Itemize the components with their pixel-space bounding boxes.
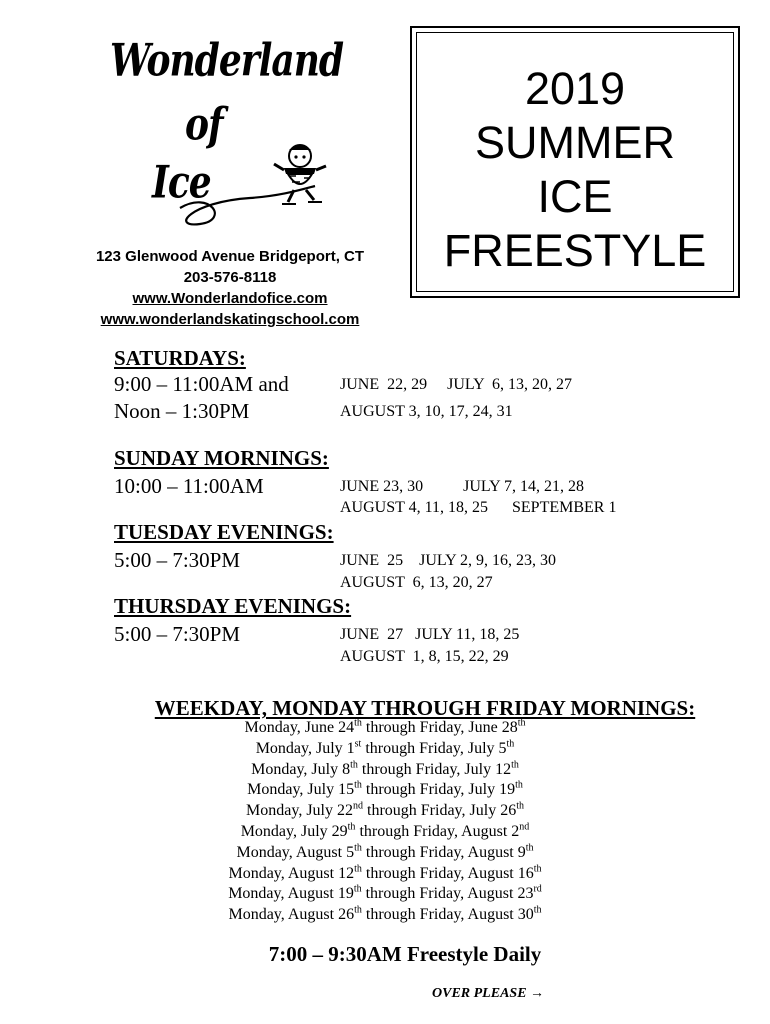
- daily-freestyle-time: 7:00 – 9:30AM Freestyle Daily: [268, 942, 542, 966]
- week-text: through Friday,: [361, 885, 468, 903]
- title-freestyle: FREESTYLE: [443, 225, 707, 276]
- saturdays-time-1: 9:00 – 11:00AM and: [114, 372, 289, 396]
- weekday-week-row: [150, 801, 620, 822]
- logo-line-ice: Ice: [152, 156, 211, 209]
- tuesdays-dates-2: AUGUST 6, 13, 20, 27: [340, 574, 493, 591]
- week-text: through Friday,: [357, 760, 465, 778]
- weekday-week-row: [150, 780, 620, 801]
- ordinal-suffix: th: [517, 717, 526, 729]
- logo-line-wonderland: Wonderland: [110, 34, 344, 87]
- week-text: Monday, June 24: [244, 719, 355, 736]
- weekday-week-row: [150, 843, 620, 864]
- tuesdays-time-1: 5:00 – 7:30PM: [114, 548, 241, 572]
- week-text: August 2: [461, 822, 520, 840]
- ordinal-suffix: th: [515, 780, 523, 792]
- weekday-list: [150, 718, 620, 926]
- over-please-note: OVER PLEASE →: [432, 986, 545, 1001]
- weekday-week-row: [150, 905, 620, 926]
- weekday-week-row: [150, 884, 620, 905]
- title: [412, 62, 738, 278]
- sundays-time-1: 10:00 – 11:00AM: [114, 474, 264, 498]
- week-text: through Friday,: [363, 802, 470, 820]
- ordinal-suffix: rd: [533, 884, 542, 896]
- ordinal-suffix: th: [350, 759, 358, 771]
- saturdays-heading: SATURDAYS:: [114, 346, 246, 370]
- week-text: through Friday,: [361, 739, 468, 757]
- title-year: 2019: [524, 63, 626, 114]
- saturdays-time-2: Noon – 1:30PM: [114, 399, 250, 423]
- website-link-wonderlandofice[interactable]: www.Wonderlandofice.com: [132, 290, 328, 307]
- week-text: Monday, August 26: [228, 906, 355, 924]
- week-text: Monday, July 22: [246, 802, 353, 820]
- saturdays-dates-2: AUGUST 3, 10, 17, 24, 31: [340, 403, 513, 420]
- thursdays-dates-1: JUNE 27 JULY 11, 18, 25: [340, 626, 520, 643]
- thursdays-heading: THURSDAY EVENINGS:: [114, 594, 352, 618]
- week-text: Monday, August 12: [228, 864, 355, 882]
- week-text: Monday, July 1: [255, 739, 355, 757]
- week-text: through Friday,: [361, 906, 468, 924]
- website-link-skatingschool[interactable]: www.wonderlandskatingschool.com: [100, 311, 360, 328]
- ordinal-suffix: th: [354, 863, 362, 875]
- title-box: [410, 26, 740, 298]
- ordinal-suffix: th: [533, 863, 542, 875]
- week-text: Monday, July 8: [251, 760, 351, 778]
- week-text: Monday, August 19: [228, 885, 354, 903]
- weekday-week-row: [150, 822, 620, 843]
- week-text: July 19: [468, 781, 516, 799]
- ordinal-suffix: th: [354, 717, 362, 729]
- week-text: August 23: [467, 885, 534, 903]
- phone: 203-576-8118: [183, 269, 277, 286]
- week-text: August 30: [467, 906, 534, 924]
- week-text: through Friday,: [361, 781, 469, 799]
- weekday-week-row: [150, 864, 620, 885]
- tuesdays-heading: TUESDAY EVENINGS:: [114, 520, 334, 544]
- week-text: through Friday,: [361, 843, 468, 861]
- week-text: Monday, July 15: [247, 781, 355, 799]
- ordinal-suffix: th: [533, 904, 542, 916]
- logo-line-of: of: [185, 98, 223, 151]
- week-text: July 26: [469, 802, 517, 820]
- title-ice: ICE: [537, 171, 613, 222]
- week-text: through Friday,: [361, 719, 469, 736]
- address: 123 Glenwood Avenue Bridgeport, CT: [95, 248, 365, 265]
- ordinal-suffix: th: [516, 800, 524, 812]
- week-text: July 5: [467, 739, 507, 757]
- ordinal-suffix: nd: [353, 800, 363, 812]
- ordinal-suffix: th: [525, 842, 534, 854]
- thursdays-dates-2: AUGUST 1, 8, 15, 22, 29: [340, 648, 509, 665]
- weekday-heading: WEEKDAY, MONDAY THROUGH FRIDAY MORNINGS:: [154, 696, 696, 720]
- sundays-heading: SUNDAY MORNINGS:: [114, 446, 329, 470]
- week-text: through Friday,: [355, 822, 462, 840]
- weekday-week-row: [150, 760, 620, 781]
- weekday-week-row: [150, 739, 620, 760]
- ordinal-suffix: th: [353, 884, 362, 896]
- saturdays-dates-1: JUNE 22, 29 JULY 6, 13, 20, 27: [340, 376, 573, 393]
- sundays-dates-1: JUNE 23, 30 JULY 7, 14, 21, 28: [340, 478, 585, 495]
- tuesdays-dates-1: JUNE 25 JULY 2, 9, 16, 23, 30: [340, 552, 557, 569]
- week-text: Monday, July 29: [240, 822, 348, 840]
- ordinal-suffix: th: [511, 759, 519, 771]
- week-text: Monday, August 5: [236, 843, 355, 861]
- week-text: July 12: [464, 760, 512, 778]
- ordinal-suffix: st: [354, 738, 362, 750]
- ordinal-suffix: nd: [519, 821, 530, 833]
- week-text: through Friday,: [361, 864, 468, 882]
- ordinal-suffix: th: [354, 904, 362, 916]
- sundays-dates-2: AUGUST 4, 11, 18, 25 SEPTEMBER 1: [340, 499, 617, 516]
- skating-bear-icon: [270, 140, 330, 210]
- title-summer: SUMMER: [475, 117, 675, 168]
- week-text: August 16: [467, 864, 534, 882]
- contact-info: [40, 246, 420, 330]
- thursdays-time-1: 5:00 – 7:30PM: [114, 622, 241, 646]
- ordinal-suffix: th: [354, 842, 362, 854]
- ordinal-suffix: th: [354, 780, 362, 792]
- week-text: June 28: [468, 719, 518, 736]
- ordinal-suffix: th: [506, 738, 515, 750]
- weekday-week-row: [150, 718, 620, 739]
- logo: [0, 0, 400, 240]
- week-text: August 9: [467, 843, 526, 861]
- ordinal-suffix: th: [347, 821, 356, 833]
